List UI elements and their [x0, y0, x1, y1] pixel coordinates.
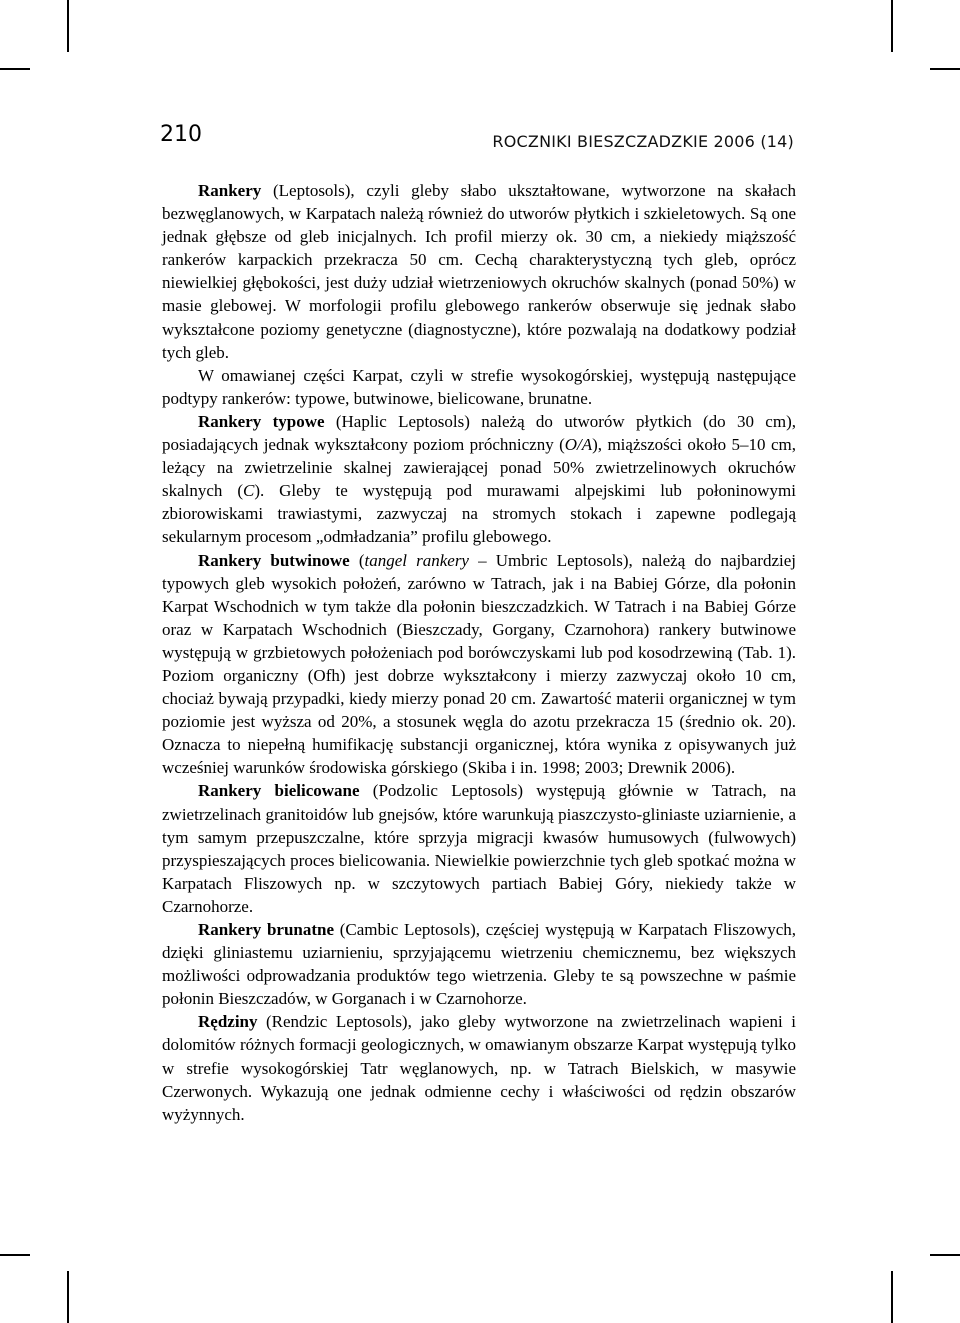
- paragraph: [162, 179, 796, 364]
- italic-text: C: [242, 481, 255, 501]
- paragraph: [162, 364, 796, 410]
- soil-type-term: Rankery brunatne: [198, 920, 335, 939]
- running-header: ROCZNIKI BIESZCZADZKIE 2006 (14): [492, 132, 794, 151]
- text-run: (Leptosols), czyli gleby słabo ukształtowane, wytworzone na skałach bezwęglanowych, w Karpatach należą również do utworów płytkich i szkieletowych. Są one jednak głębsze od gleb inicjalnych. Ich profil mierzy ok. 30 cm, a niekiedy miąższość rankerów karpackich przekracza 50 cm. Cechą charakterystyczną tych gleb, oprócz niewielkiej głębokości, jest duży udział wietrzeniowych okruchów skalnych (ponad 50%) w masie glebowej. W morfologii profilu glebowego rankerów obserwuje się jednak słabo wykształcone poziomy genetyczne (diagnostyczne), które pozwalają na dodatkowy podział tych gleb.: [162, 181, 796, 362]
- soil-type-term: Rankery butwinowe: [198, 550, 350, 570]
- italic-text: tangel rankery: [364, 550, 469, 570]
- text-run: (Rendzic Leptosols), jako gleby wytworzone na zwietrzelinach wapieni i dolomitów różnych formacji geologicznych, w omawianym obszarze Karpat występują tylko w strefie wysokogórskiej Tatr węglanowych, np. w Tatrach Bielskich, w masywie Czerwonych. Wykazują one jednak odmienne cechy i właściwości od rędzin obszarów wyżynnych.: [162, 1012, 796, 1124]
- article-body: [162, 179, 796, 1126]
- text-run: ), miąższości około 5–10 cm, leżący na zwietrzelinie skalnej zawierającej ponad 50% zwietrzelinowych okruchów skalnych (: [162, 435, 796, 501]
- text-run: – Umbric Leptosols), należą do najbardziej typowych gleb wysokich położeń, zarówno w Tatrach, jak i na Babiej Górze, dla połonin Karpat Wschodnich w tym także dla połonin bieszczadzkich. W Tatrach i na Babiej Górze oraz w Karpatach Wschodnich (Bieszczady, Gorgany, Czarnohora) rankery butwinowe występują w grzbietowych położeniach pod borówczyskami lub pod kosodrzewiną (Tab. 1). Poziom organiczny (Ofh) jest dobrze wykształcony i mierzy zazwyczaj około 10 cm, chociaż bywają przypadki, kiedy mierzy ponad 20 cm. Zawartość materii organicznej w tym poziomie jest wyższa od 20%, a stosunek węgla do azotu przekracza 15 (średnio ok. 20). Oznacza to niepełną humifikację substancji organicznej, która wynika z opisywanych już wcześniej warunków środowiska górskiego (Skiba i in. 1998; 2003; Drewnik 2006).: [162, 550, 796, 778]
- text-run: ). Gleby te występują pod murawami alpejskimi lub połoninowymi zbiorowiskami trawiastymi, zazwyczaj na stromych stokach i zapewne podlegają sekularnym procesom „odmładzania” profilu glebowego.: [162, 481, 796, 547]
- crop-mark-bottom-right-h: [930, 1254, 960, 1256]
- soil-type-term: Rędziny: [198, 1012, 258, 1032]
- crop-mark-top-right-h: [930, 68, 960, 70]
- page-number: 210: [160, 122, 202, 147]
- crop-mark-top-left-h: [0, 68, 30, 70]
- paragraph: [162, 918, 796, 1010]
- paragraph: [162, 549, 796, 780]
- crop-mark-bottom-left: [67, 1271, 69, 1323]
- italic-text: O/A: [564, 435, 593, 455]
- crop-mark-top-right: [891, 0, 893, 52]
- crop-mark-bottom-left-h: [0, 1254, 30, 1256]
- text-run: (: [349, 550, 365, 570]
- text-run: (Cambic Leptosols), częściej występują w Karpatach Fliszowych, dzięki gliniastemu uziarnieniu, sprzyjającemu wietrzeniu chemicznemu, bez większych możliwości odprowadzania produktów tego wietrzenia. Gleby te są powszechne w paśmie połonin Bieszczadów, w Gorganach i w Czarnohorze.: [162, 920, 796, 1009]
- crop-mark-top-left: [67, 0, 69, 52]
- soil-type-term: Rankery bielicowane: [198, 781, 360, 801]
- paragraph: [162, 779, 796, 918]
- text-run: (Podzolic Leptosols) występują głównie w Tatrach, na zwietrzelinach granitoidów lub gnejsów, które warunkują piaszczysto-gliniaste uziarnienie, a tym samym przepuszczalne, które sprzyja migracji kwasów humusowych (fulwowych) przyspieszających proces bielicowania. Niewielkie powierzchnie tych gleb spotkać można w Karpatach Fliszowych np. w szczytowych partiach Babiej Góry, niekiedy także w Czarnohorze.: [162, 781, 796, 916]
- paragraph: [162, 410, 796, 549]
- crop-mark-bottom-right: [891, 1271, 893, 1323]
- soil-type-term: Rankery typowe: [198, 411, 325, 431]
- text-run: (Haplic Leptosols) należą do utworów płytkich (do 30 cm), posiadających jednak wykształcony poziom próchniczny (: [162, 411, 796, 455]
- soil-type-term: Rankery: [198, 181, 262, 200]
- paragraph: [162, 1010, 796, 1125]
- text-run: W omawianej części Karpat, czyli w strefie wysokogórskiej, występują następujące podtypy rankerów: typowe, butwinowe, bielicowane, brunatne.: [162, 365, 796, 408]
